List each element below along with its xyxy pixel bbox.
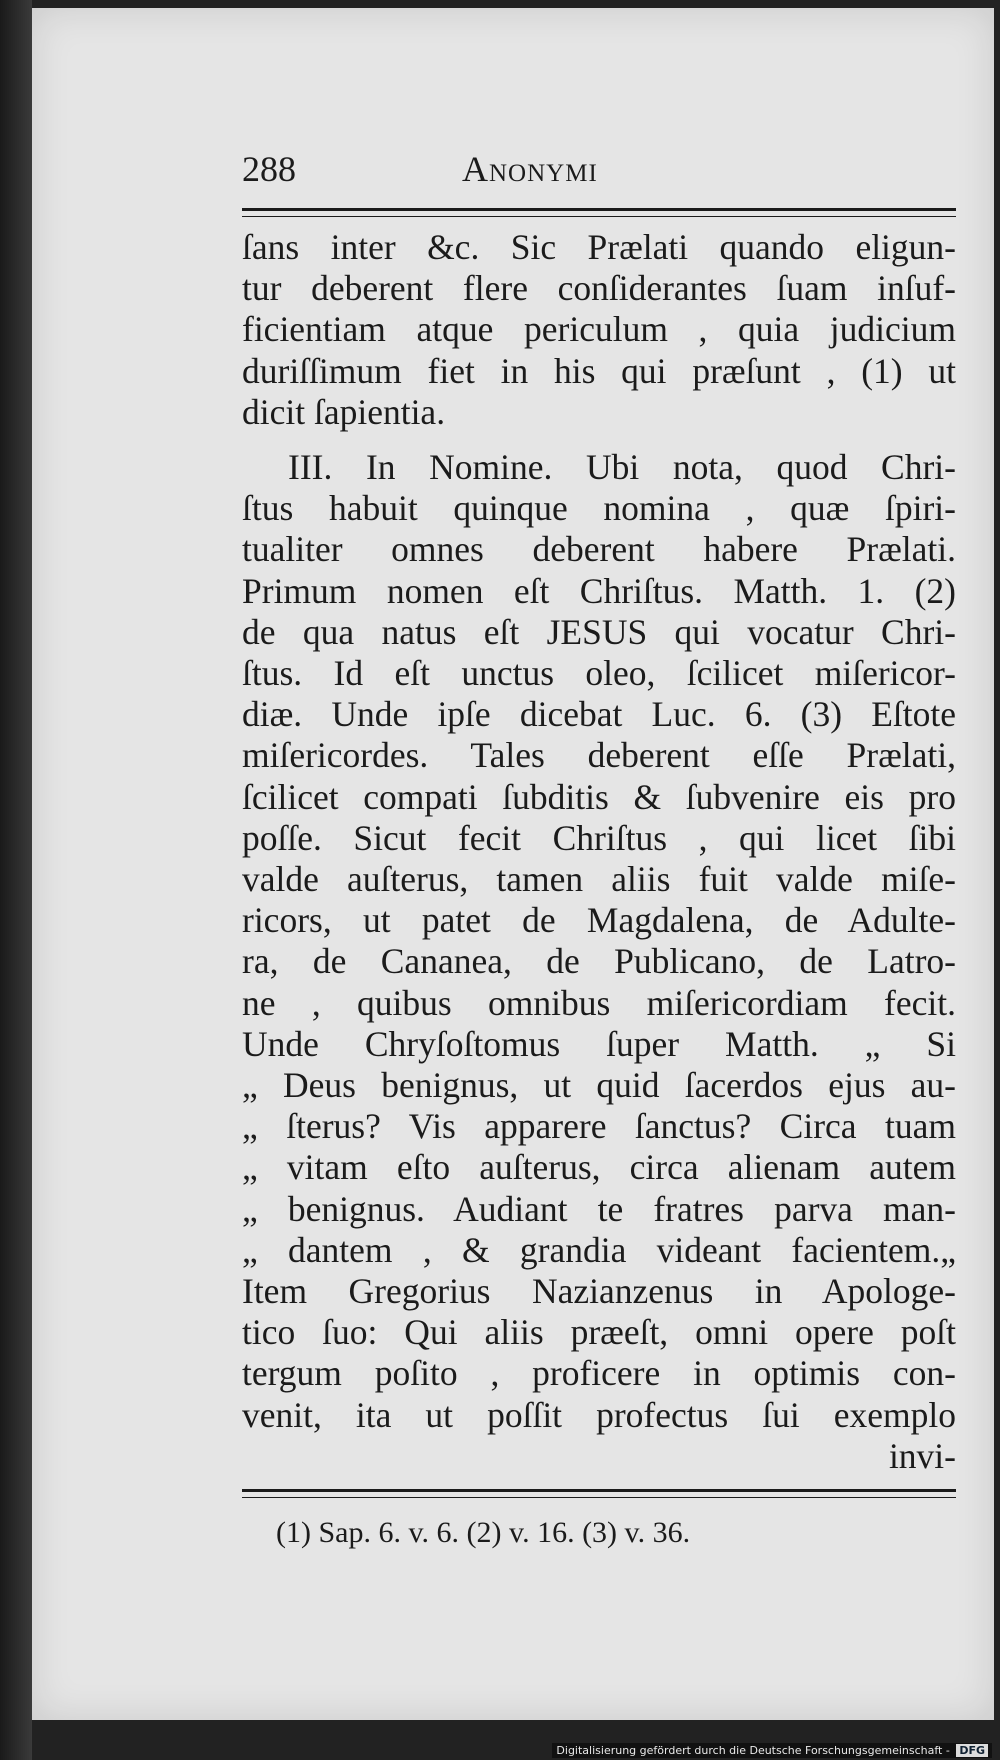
text-line: tualiter omnes deberent habere Prælati. xyxy=(242,529,956,570)
credit-text: Digitalisierung gefördert durch die Deutsche Forschungsgemeinschaft - xyxy=(556,1744,950,1757)
page-content xyxy=(242,148,956,1550)
dfg-logo: DFG xyxy=(956,1744,988,1757)
text-line: „ vitam eſto auſterus, circa alienam autem xyxy=(242,1147,956,1188)
book-gutter xyxy=(0,0,32,1760)
paragraph-gap xyxy=(242,433,956,447)
text-line: diæ. Unde ipſe dicebat Luc. 6. (3) Eſtote xyxy=(242,694,956,735)
text-line: miſericordes. Tales deberent eſſe Prælati, xyxy=(242,735,956,776)
text-line: III. In Nomine. Ubi nota, quod Chri- xyxy=(288,447,956,488)
text-line: ricors, ut patet de Magdalena, de Adulte- xyxy=(242,900,956,941)
book-page xyxy=(32,8,994,1720)
text-line: ſtus. Id eſt unctus oleo, ſcilicet miſericor- xyxy=(242,653,956,694)
text-line: de qua natus eſt JESUS qui vocatur Chri- xyxy=(242,611,956,652)
text-line: ficientiam atque periculum , quia judicium xyxy=(242,309,956,350)
text-line: duriſſimum fiet in his qui præſunt , (1) ut xyxy=(242,350,956,391)
text-line: „ benignus. Audiant te fratres parva man- xyxy=(242,1188,956,1229)
page-header xyxy=(242,148,956,208)
text-line: Unde Chryſoſtomus ſuper Matth. „ Si xyxy=(242,1023,956,1064)
footnote-rule xyxy=(242,1489,956,1498)
text-line: ne , quibus omnibus miſericordiam fecit. xyxy=(242,982,956,1023)
text-line: valde auſterus, tamen aliis fuit valde miſe- xyxy=(242,859,956,900)
text-line: ſtus habuit quinque nomina , quæ ſpiri- xyxy=(242,488,956,529)
text-line: „ dantem , & grandia videant facientem.„ xyxy=(242,1229,956,1270)
text-line: poſſe. Sicut fecit Chriſtus , qui licet ſibi xyxy=(242,817,956,858)
text-line: venit, ita ut poſſit profectus ſui exemplo xyxy=(242,1394,956,1435)
text-line: tergum poſito , proficere in optimis con- xyxy=(242,1353,956,1394)
text-line: ra, de Cananea, de Publicano, de Latro- xyxy=(242,941,956,982)
digitization-credit xyxy=(552,1743,992,1758)
text-line: ſans inter &c. Sic Prælati quando eligun- xyxy=(242,227,956,267)
text-line: Item Gregorius Nazianzenus in Apologe- xyxy=(242,1271,956,1312)
body-text xyxy=(242,227,956,1477)
text-line: dicit ſapientia. xyxy=(242,391,446,432)
text-line: tur deberent flere conſiderantes ſuam inſuf- xyxy=(242,268,956,309)
footnotes: (1) Sap. 6. v. 6. (2) v. 16. (3) v. 36. xyxy=(276,1516,691,1550)
text-line: tico ſuo: Qui aliis præeſt, omni opere poſt xyxy=(242,1312,956,1353)
text-line: Primum nomen eſt Chriſtus. Matth. 1. (2) xyxy=(242,570,956,611)
text-line: ſcilicet compati ſubditis & ſubvenire eis pro xyxy=(242,776,956,817)
catchword: invi- xyxy=(888,1435,956,1476)
text-line: „ Deus benignus, ut quid ſacerdos ejus au- xyxy=(242,1065,956,1106)
header-rule xyxy=(242,208,956,217)
page-number: 288 xyxy=(242,149,296,189)
text-line: „ ſterus? Vis apparere ſanctus? Circa tuam xyxy=(242,1106,956,1147)
running-title: Anonymi xyxy=(462,149,598,189)
